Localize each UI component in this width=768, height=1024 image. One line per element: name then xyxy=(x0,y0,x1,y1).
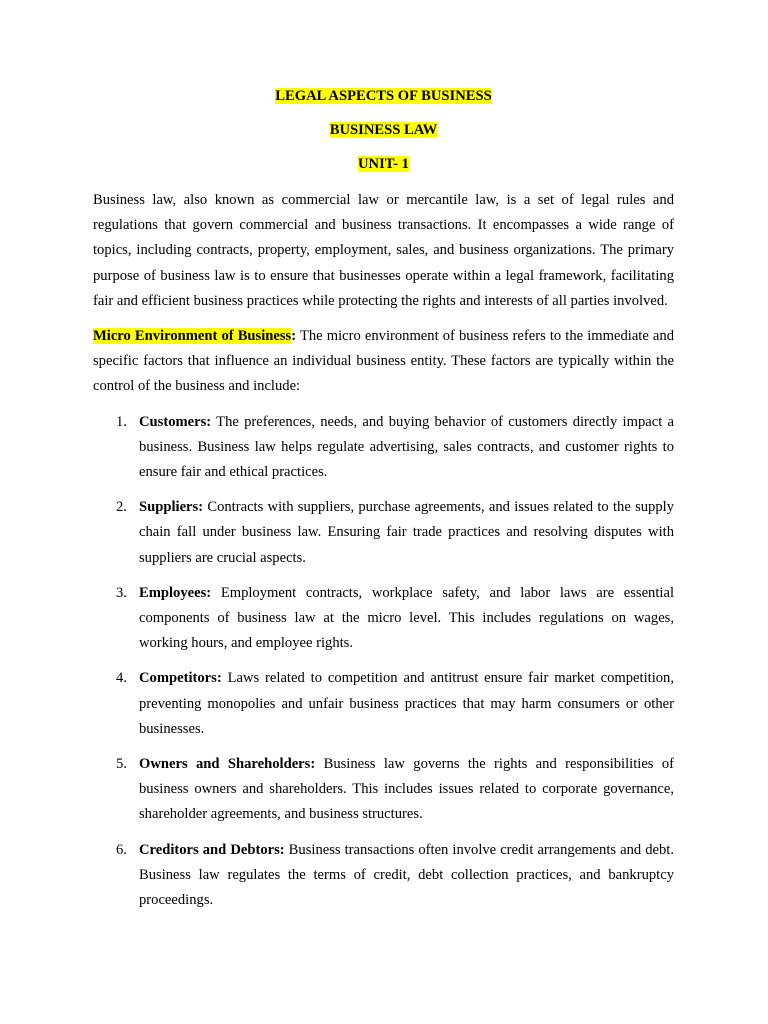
title-highlight: LEGAL ASPECTS OF BUSINESS xyxy=(275,88,492,104)
list-item-text: Business transactions often involve credit arrangements and debt. Business law regulates the terms of credit, debt collection practices, and bankruptcy proceedings. xyxy=(139,841,674,909)
list-item-term: Suppliers: xyxy=(139,499,204,516)
list-item-term: Customers: xyxy=(139,413,212,430)
unit-heading xyxy=(93,154,674,174)
list-item xyxy=(93,410,674,486)
list-item-number: 3. xyxy=(116,584,127,601)
micro-environment-paragraph xyxy=(93,324,674,400)
micro-environment-text: The micro environment of business refers to the immediate and specific factors that influence an individual business entity. These factors are typically within the control of the business and include: xyxy=(93,328,674,395)
subtitle-highlight: BUSINESS LAW xyxy=(329,122,438,138)
list-item-number: 6. xyxy=(116,841,127,858)
intro-paragraph: Business law, also known as commercial law or mercantile law, is a set of legal rules and regulations that govern commercial and business transactions. It encompasses a wide range of topics, including contracts, property, employment, sales, and business organizations. The primary purpose of business law is to ensure that businesses operate within a legal framework, facilitating fair and efficient business practices while protecting the rights and interests of all parties involved. xyxy=(93,192,674,309)
micro-environment-colon: : xyxy=(291,328,297,345)
micro-factors-list xyxy=(93,410,674,914)
list-item xyxy=(93,581,674,657)
list-item-term: Owners and Shareholders: xyxy=(139,756,316,773)
list-item-text: The preferences, needs, and buying behavior of customers directly impact a business. Business law helps regulate advertising, sales contracts, and customer rights to ensure fair and ethical practices. xyxy=(139,413,674,481)
list-item-number: 2. xyxy=(116,499,127,516)
unit-highlight: UNIT- 1 xyxy=(358,156,409,172)
list-item-number: 1. xyxy=(116,413,127,430)
list-item-term: Creditors and Debtors: xyxy=(139,841,285,858)
list-item xyxy=(93,752,674,828)
document-title xyxy=(93,86,674,106)
document-subtitle xyxy=(93,120,674,140)
list-item xyxy=(93,838,674,914)
list-item-text: Laws related to competition and antitrust ensure fair market competition, preventing monopolies and unfair business practices that may harm consumers or other businesses. xyxy=(139,670,674,737)
list-item-text: Contracts with suppliers, purchase agreements, and issues related to the supply chain fall under business law. Ensuring fair trade practices and resolving disputes with suppliers are crucial aspects. xyxy=(139,499,674,566)
list-item xyxy=(93,495,674,571)
list-item-term: Employees: xyxy=(139,584,212,601)
list-item-number: 5. xyxy=(116,756,127,773)
list-item-text: Employment contracts, workplace safety, and labor laws are essential components of business law at the micro level. This includes regulations on wages, working hours, and employee rights. xyxy=(139,584,674,652)
micro-environment-heading: Micro Environment of Business xyxy=(93,328,292,345)
list-item xyxy=(93,666,674,742)
list-item-text: Business law governs the rights and responsibilities of business owners and shareholders. This includes issues related to corporate governance, shareholder agreements, and business structures. xyxy=(139,756,674,823)
list-item-term: Competitors: xyxy=(139,670,222,687)
list-item-number: 4. xyxy=(116,670,127,687)
